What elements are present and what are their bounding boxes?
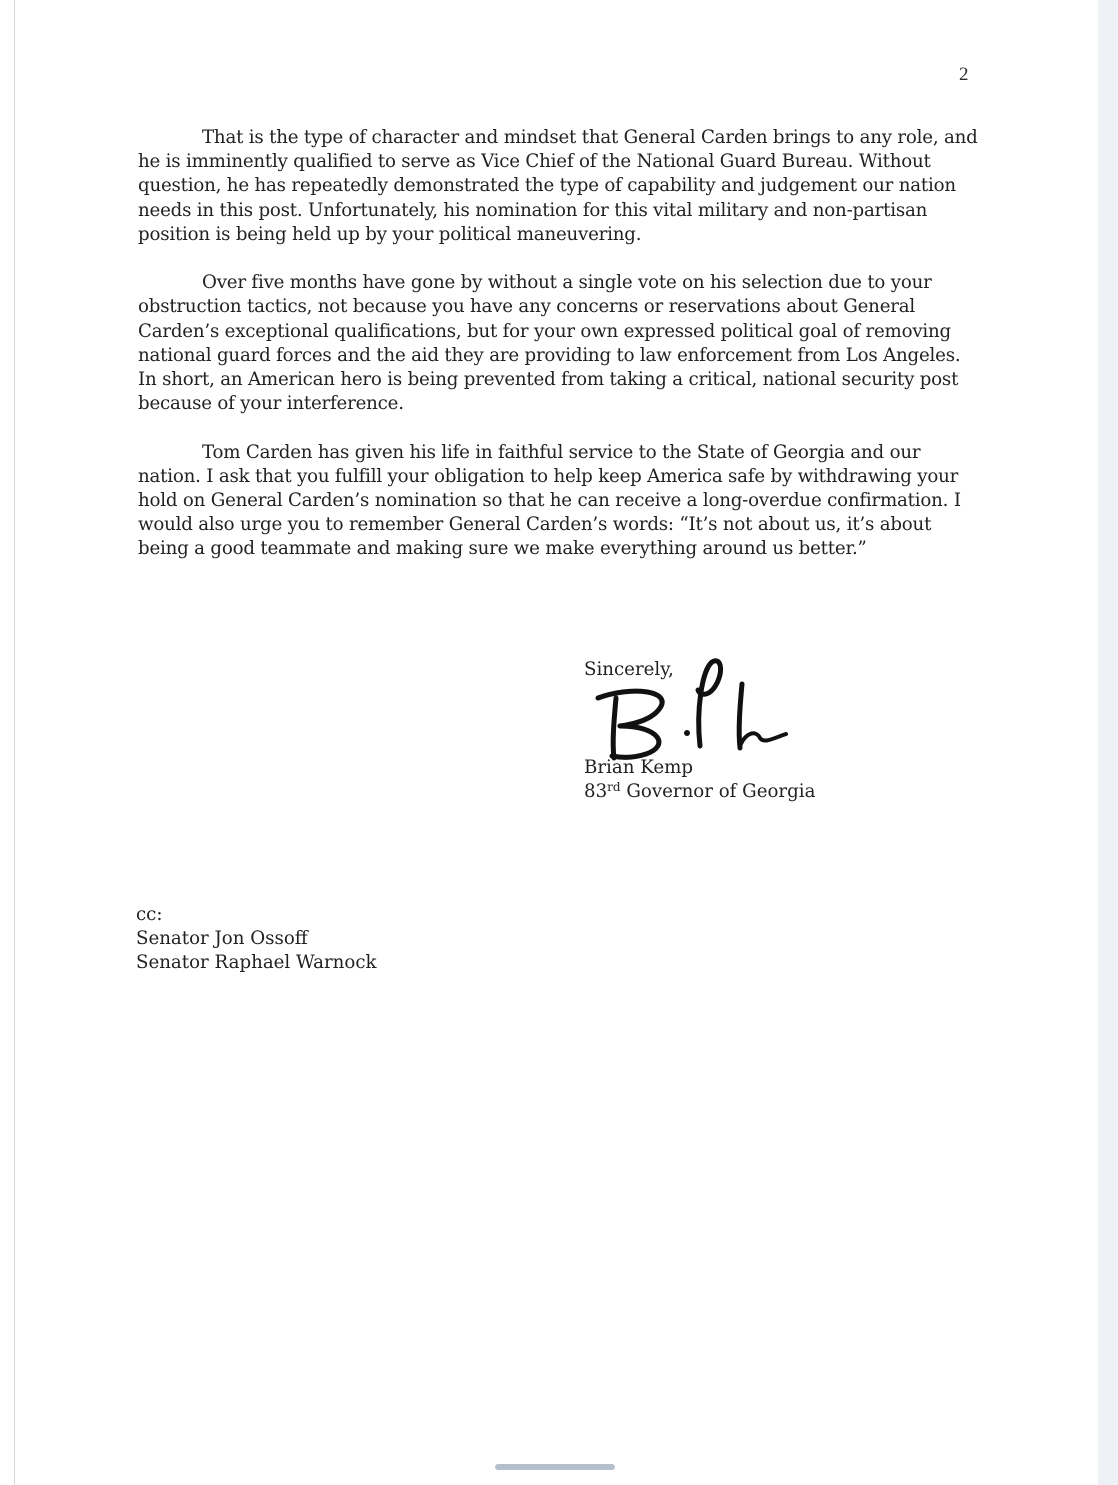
letter-body: [138, 126, 978, 586]
paragraph-1: That is the type of character and mindset that General Carden brings to any role, and he is imminently qualified to serve as Vice Chief of the National Guard Bureau. Without question, he has repeatedly demonstrated the type of capability and judgement our nation needs in this post. Unfortunately, his nomination for this vital military and non-partisan position is being held up by your political maneuvering.: [138, 127, 978, 245]
handwritten-signature: [590, 650, 790, 770]
document-page[interactable]: [15, 0, 1098, 1485]
cc-recipient: Senator Raphael Warnock: [136, 952, 377, 974]
paragraph-2: Over five months have gone by without a single vote on his selection due to your obstruction tactics, not because you have any concerns or reservations about General Carden’s exceptional qualifications, but for your own expressed political goal of removing national guard forces and the aid they are providing to law enforcement from Los Angeles. In short, an American hero is being prevented from taking a critical, national security post because of your interference.: [138, 272, 961, 415]
closing-salutation: Sincerely,: [584, 659, 674, 680]
title-ordinal-suffix: rd: [607, 780, 621, 794]
page-number: 2: [959, 64, 969, 85]
viewer-left-edge: [0, 0, 15, 1485]
home-indicator-bar[interactable]: [495, 1464, 615, 1470]
signer-name: Brian Kemp: [584, 757, 693, 778]
title-number: 83: [584, 781, 608, 802]
cc-label: cc:: [136, 904, 163, 925]
paragraph-3: Tom Carden has given his life in faithful service to the State of Georgia and our nation. I ask that you fulfill your obligation to help keep America safe by withdrawing your hold on General Carden’s nomination so that he can receive a long-overdue confirmation. I would also urge you to remember General Carden’s words: “It’s not about us, it’s about being a good teammate and making sure we make everything around us better.”: [138, 441, 961, 560]
cc-recipient: Senator Jon Ossoff: [136, 928, 308, 950]
viewer-right-edge: [1098, 0, 1118, 1485]
signer-title: [584, 780, 815, 804]
title-text: Governor of Georgia: [620, 781, 816, 802]
cc-block: [136, 903, 377, 976]
